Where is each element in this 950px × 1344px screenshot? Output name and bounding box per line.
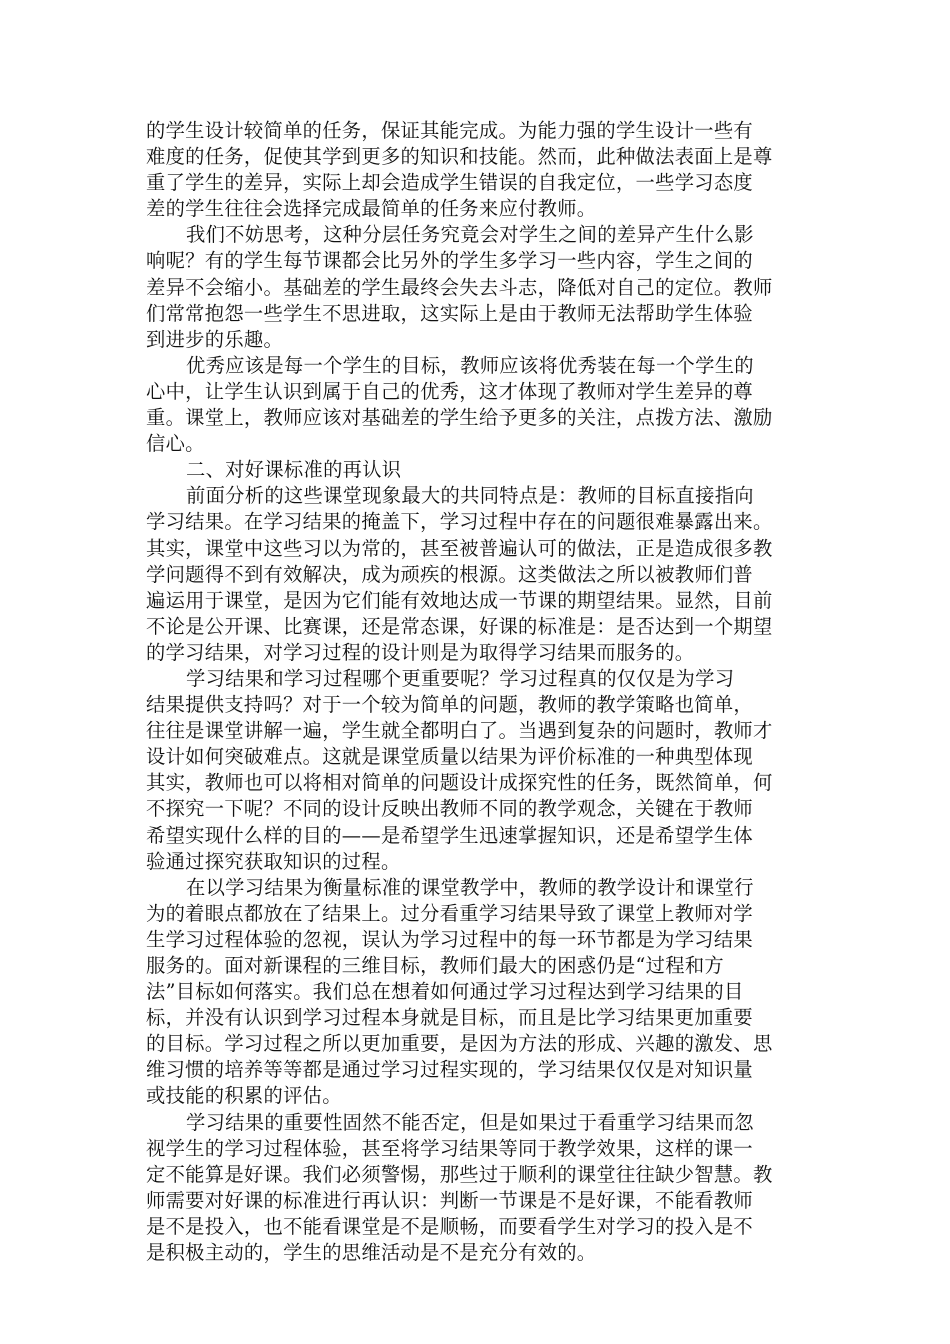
text-line: 设计如何突破难点。这就是课堂质量以结果为评价标准的一种典型体现 [146,745,754,769]
text-line: 优秀应该是每一个学生的目标，教师应该将优秀装在每一个学生的 [186,353,754,377]
body-paragraph [146,118,808,222]
text-line: 遍运用于课堂，是因为它们能有效地达成一节课的期望结果。显然，目前 [146,588,773,612]
text-line: 其实，课堂中这些习以为常的，甚至被普遍认可的做法，正是造成很多教 [146,536,773,560]
text-line: 定不能算是好课。我们必须警惕，那些过于顺利的课堂往往缺少智慧。教 [146,1162,773,1186]
text-line: 往往是课堂讲解一遍，学生就全都明白了。当遇到复杂的问题时，教师才 [146,719,773,743]
text-line: 师需要对好课的标准进行再认识：判断一节课是不是好课，不能看教师 [146,1188,754,1212]
text-line: 学问题得不到有效解决，成为顽疾的根源。这类做法之所以被教师们普 [146,562,754,586]
text-line: 验通过探究获取知识的过程。 [146,849,401,873]
text-line: 心中，让学生认识到属于自己的优秀，这才体现了教师对学生差异的尊 [146,379,754,403]
body-paragraph [146,1110,808,1267]
text-line: 重。课堂上，教师应该对基础差的学生给予更多的关注，点拨方法、激励 [146,406,773,430]
text-line: 生学习过程体验的忽视，误认为学习过程中的每一环节都是为学习结果 [146,927,754,951]
text-line: 服务的。面对新课程的三维目标，教师们最大的困惑仍是“过程和方 [146,954,725,977]
text-line: 为的着眼点都放在了结果上。过分看重学习结果导致了课堂上教师对学 [146,901,754,925]
text-line: 维习惯的培养等等都是通过学习过程实现的，学习结果仅仅是对知识量 [146,1058,754,1082]
section-heading [146,457,808,483]
text-line: 响呢？有的学生每节课都会比另外的学生多学习一些内容，学生之间的 [146,249,754,273]
text-line: 视学生的学习过程体验，甚至将学习结果等同于教学效果，这样的课一 [146,1136,754,1160]
text-line: 的学习结果，对学习过程的设计则是为取得学习结果而服务的。 [146,640,695,664]
text-line: 不论是公开课、比赛课，还是常态课，好课的标准是：是否达到一个期望 [146,614,773,638]
text-line: 的学生设计较简单的任务，保证其能完成。为能力强的学生设计一些有 [146,119,754,142]
text-line: 学习结果和学习过程哪个更重要呢？学习过程真的仅仅是为学习 [186,666,735,690]
text-line: 们常常抱怨一些学生不思进取，这实际上是由于教师无法帮助学生体验 [146,301,754,325]
text-line: 学习结果。在学习结果的掩盖下，学习过程中存在的问题很难暴露出来。 [146,510,773,534]
text-line: 标，并没有认识到学习过程本身就是目标，而且是比学习结果更加重要 [146,1006,754,1030]
text-line: 在以学习结果为衡量标准的课堂教学中，教师的教学设计和课堂行 [186,875,754,899]
text-line: 或技能的积累的评估。 [146,1084,342,1108]
body-paragraph [146,483,808,666]
text-line: 二、对好课标准的再认识 [186,458,402,482]
document-page [146,118,808,1266]
text-line: 是积极主动的，学生的思维活动是不是充分有效的。 [146,1241,597,1265]
text-line: 法”目标如何落实。我们总在想着如何通过学习过程达到学习结果的目 [146,980,744,1004]
text-line: 希望实现什么样的目的——是希望学生迅速掌握知识，还是希望学生体 [146,823,754,847]
text-line: 是不是投入，也不能看课堂是不是顺畅，而要看学生对学习的投入是不 [146,1214,754,1238]
text-line: 学习结果的重要性固然不能否定，但是如果过于看重学习结果而忽 [186,1110,754,1134]
body-paragraph [146,875,808,1110]
text-line: 前面分析的这些课堂现象最大的共同特点是：教师的目标直接指向 [186,484,754,508]
text-line: 信心。 [146,432,205,456]
body-paragraph [146,353,808,457]
text-line: 差异不会缩小。基础差的学生最终会失去斗志，降低对自己的定位。教师 [146,275,773,299]
text-line: 的目标。学习过程之所以更加重要，是因为方法的形成、兴趣的激发、思 [146,1032,773,1056]
text-line: 难度的任务，促使其学到更多的知识和技能。然而，此种做法表面上是尊 [146,145,773,169]
body-paragraph [146,222,808,352]
text-line: 结果提供支持吗？对于一个较为简单的问题，教师的教学策略也简单， [146,693,754,717]
text-line: 到进步的乐趣。 [146,327,284,351]
text-line: 重了学生的差异，实际上却会造成学生错误的自我定位，一些学习态度 [146,171,754,195]
text-line: 不探究一下呢？不同的设计反映出教师不同的教学观念，关键在于教师 [146,797,754,821]
body-paragraph [146,666,808,875]
text-line: 其实，教师也可以将相对简单的问题设计成探究性的任务，既然简单，何 [146,771,773,795]
text-line: 差的学生往往会选择完成最简单的任务来应付教师。 [146,197,597,221]
text-line: 我们不妨思考，这种分层任务究竟会对学生之间的差异产生什么影 [186,223,754,247]
